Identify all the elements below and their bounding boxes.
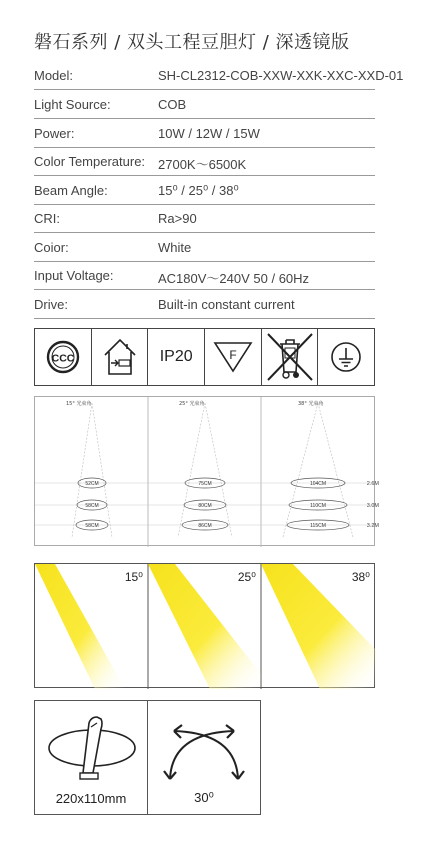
spec-label: Color Temperature:	[34, 154, 146, 169]
spec-label: Drive:	[34, 297, 68, 312]
spec-label: CRI:	[34, 211, 60, 226]
spec-value: Ra>90	[158, 211, 197, 226]
f-mark-icon	[205, 329, 262, 385]
beam-angle-panels	[34, 563, 375, 688]
beam-cone-line	[178, 403, 232, 537]
beam-header-38: 38° 光束角	[298, 401, 324, 407]
distance-label-2: 3.0M	[366, 503, 379, 509]
beam-diameter-label: 104CM	[309, 481, 327, 487]
spec-value: Built-in constant current	[158, 297, 295, 312]
beam-header-15: 15° 光束角	[66, 401, 92, 407]
angle-label-38: 38⁰	[351, 570, 370, 584]
weee-bin-icon	[262, 329, 319, 385]
spec-label: Light Source:	[34, 97, 111, 112]
spec-row	[34, 148, 375, 176]
beam-diameter-label: 52CM	[85, 481, 99, 487]
certification-row	[34, 328, 375, 386]
beam-cone-line	[283, 403, 353, 537]
rotation-arrows-icon	[148, 701, 261, 791]
spec-value: COB	[158, 97, 187, 112]
dimension-panels	[34, 700, 261, 815]
beam-diameter-label: 58CM	[85, 523, 99, 529]
angle-label-15: 15⁰	[124, 570, 143, 584]
spec-row	[34, 291, 375, 319]
distance-label-1: 2.6M	[366, 481, 379, 487]
beam-diameter-label: 80CM	[198, 503, 212, 509]
size-caption: 220x110mm	[55, 791, 127, 806]
ccc-icon	[35, 329, 92, 385]
class-ii-indoor-icon	[92, 329, 149, 385]
beam-diameter-label: 58CM	[85, 503, 99, 509]
spec-row	[34, 91, 375, 119]
spec-row	[34, 205, 375, 233]
spec-row	[34, 120, 375, 148]
beam-header-25: 25° 光束角	[179, 401, 205, 407]
spec-row	[34, 177, 375, 205]
spec-value: 15⁰ / 25⁰ / 38⁰	[158, 183, 239, 198]
size-panel	[35, 701, 148, 814]
rotation-caption: 30⁰	[194, 790, 214, 805]
ground-icon	[318, 329, 374, 385]
spec-row	[34, 262, 375, 290]
beam-diameter-label: 115CM	[310, 523, 326, 529]
spec-value: 2700K～6500K	[158, 157, 247, 172]
f-mark-text: F	[229, 348, 237, 362]
spec-label: Input Voltage:	[34, 268, 114, 283]
ip20-text: IP20	[159, 348, 193, 365]
beam-diameter-label: 110CM	[310, 503, 326, 509]
fixture-icon	[35, 701, 148, 791]
spec-value: AC180V～240V 50 / 60Hz	[158, 271, 310, 286]
spec-value: 10W / 12W / 15W	[158, 126, 260, 141]
angle-label-25: 25⁰	[237, 570, 256, 584]
spec-label: Coior:	[34, 240, 69, 255]
beam-diameter-label: 86CM	[198, 523, 212, 529]
spec-value: White	[158, 240, 192, 255]
ccc-text: CCC	[51, 352, 75, 365]
beam-15-shape	[35, 564, 125, 689]
ip20-rating	[148, 329, 205, 385]
spec-value: SH-CL2312-COB-XXW-XXK-XXC-XXD-01	[158, 68, 404, 83]
rotation-panel	[148, 701, 260, 814]
beam-diameter-label: 75CM	[198, 481, 212, 487]
beam-cone-line	[72, 403, 112, 537]
spec-row	[34, 234, 375, 262]
spec-label: Beam Angle:	[34, 183, 108, 198]
spec-row	[34, 62, 404, 90]
page-title: 磐石系列 / 双头工程豆胆灯 / 深透镜版	[34, 32, 350, 53]
spec-label: Model:	[34, 68, 74, 83]
beam-diagram	[34, 396, 379, 546]
spec-label: Power:	[34, 126, 75, 141]
distance-label-3: 3.2M	[366, 523, 379, 529]
